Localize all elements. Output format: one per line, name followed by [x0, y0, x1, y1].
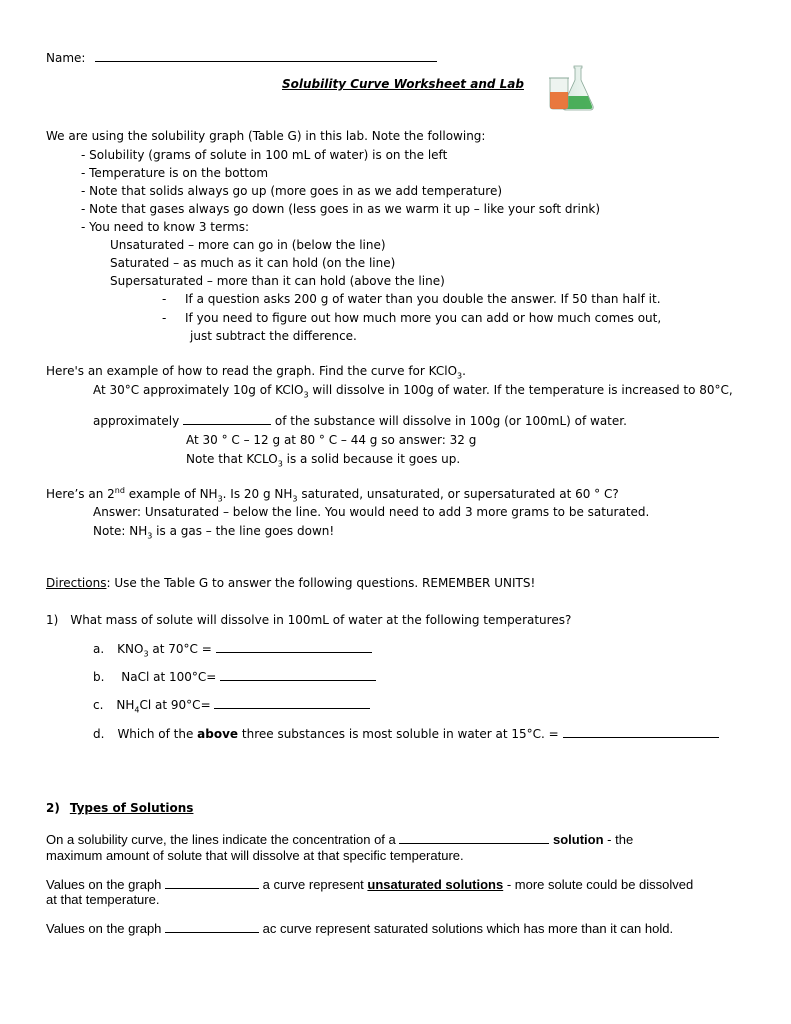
- tip-dash: -: [162, 292, 167, 306]
- question-2-title: 2) Types of Solutions: [46, 801, 194, 815]
- example2-note: Note: $NH_3$ is a gas – the line goes down!: [93, 524, 335, 541]
- note-item: - Temperature is on the bottom: [81, 166, 269, 180]
- example1-line3: At 30 ° C – 12 g at 80 ° C – 44 g so answer: 32 g: [186, 433, 477, 447]
- q2-paragraph-1-line2: maximum amount of solute that will dissolve at that specific temperature.: [46, 848, 464, 863]
- intro-text: We are using the solubility graph (Table G) in this lab. Note the following:: [46, 129, 486, 143]
- answer-blank[interactable]: [220, 669, 376, 681]
- note-item: - Note that solids always go up (more goes in as we add temperature): [81, 184, 503, 198]
- answer-blank[interactable]: [165, 921, 259, 933]
- name-label: Name:: [46, 51, 86, 65]
- example2-answer: Answer: Unsaturated – below the line. You would need to add 3 more grams to be saturated.: [93, 505, 650, 519]
- tip-item: If a question asks 200 g of water than you double the answer. If 50 than half it.: [185, 292, 661, 306]
- q2-paragraph-1: On a solubility curve, the lines indicate the concentration of a solution - the: [46, 832, 634, 847]
- answer-blank[interactable]: [563, 726, 719, 738]
- answer-blank[interactable]: [183, 413, 271, 425]
- question-1a: a. $KNO_3$ at 70°C =: [93, 641, 372, 657]
- example1-intro: Here's an example of how to read the graph. Find the curve for KClO$_3$.: [46, 364, 466, 381]
- question-1d: d. Which of the above three substances is most soluble in water at 15°C. =: [93, 726, 719, 742]
- note-item: - Note that gases always go down (less goes in as we warm it up – like your soft drink): [81, 202, 601, 216]
- answer-blank[interactable]: [165, 877, 259, 889]
- directions: Directions: Use the Table G to answer the following questions. REMEMBER UNITS!: [46, 576, 536, 590]
- term-item: Supersaturated – more than it can hold (above the line): [110, 274, 445, 288]
- question-1b: b. NaCl at 100°C=: [93, 669, 376, 685]
- tip-item: If you need to figure out how much more you can add or how much comes out,: [185, 311, 662, 325]
- note-item: - You need to know 3 terms:: [81, 220, 250, 234]
- example1-line1: At 30°C approximately 10g of KClO$_3$ will dissolve in 100g of water. If the temperature is increased to 80°C,: [93, 383, 733, 400]
- question-1: 1) What mass of solute will dissolve in 100mL of water at the following temperatures?: [46, 613, 572, 627]
- term-item: Unsaturated – more can go in (below the line): [110, 238, 386, 252]
- answer-blank[interactable]: [216, 641, 372, 653]
- answer-blank[interactable]: [214, 697, 370, 709]
- q2-paragraph-2: Values on the graph a curve represent unsaturated solutions - more solute could be dissolved: [46, 877, 694, 892]
- example2-intro: Here’s an 2nd example of $NH_3$. Is 20 g $NH_3$ saturated, unsaturated, or supersaturated at 60 ° C?: [46, 486, 619, 504]
- page-title: Solubility Curve Worksheet and Lab: [282, 77, 524, 91]
- example1-line2: approximately of the substance will dissolve in 100g (or 100mL) of water.: [93, 414, 627, 428]
- example1-line4: Note that $KCLO_3$ is a solid because it goes up.: [186, 452, 461, 469]
- note-item: - Solubility (grams of solute in 100 mL of water) is on the left: [81, 148, 448, 162]
- question-1c: c. $NH_4Cl$ at 90°C=: [93, 697, 370, 713]
- q2-paragraph-3: Values on the graph ac curve represent saturated solutions which has more than it can hold.: [46, 921, 674, 936]
- tip-dash: -: [162, 311, 167, 325]
- flask-beaker-icon: [546, 62, 596, 112]
- q2-paragraph-2-line2: at that temperature.: [46, 892, 160, 907]
- name-row: [46, 50, 437, 66]
- tip-item: just subtract the difference.: [190, 329, 357, 343]
- answer-blank[interactable]: [399, 832, 549, 844]
- term-item: Saturated – as much as it can hold (on the line): [110, 256, 396, 270]
- name-field[interactable]: [95, 50, 437, 62]
